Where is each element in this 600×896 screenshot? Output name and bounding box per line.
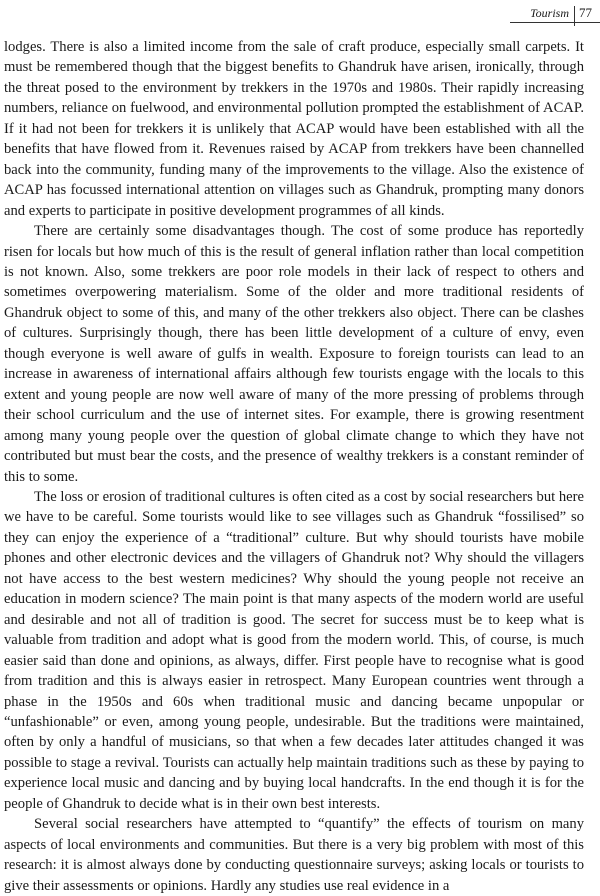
paragraph-quantify-effects: Several social researchers have attempted to “quantify” the effects of tourism on many aspects of local environments and communities. But there is a very big problem with most of this research: it is almost always done by conducting questionnaire surveys; asking locals or tourists to give their assessments or opinions. Hardly any studies use real evidence in a bbox=[4, 816, 584, 894]
running-title: Tourism bbox=[530, 5, 569, 20]
paragraph-traditional-cultures: The loss or erosion of traditional cultures is often cited as a cost by social researchers but here we have to be careful. Some tourists would like to see villages such as Ghandruk “fossilised” so they can enjoy the experience of a “traditional” culture. But why should tourists have mobile phones and other electronic devices and the villagers of Ghandruk not? Why should the villagers not have access to the best western medicines? Why should the young people not receive an education in modern science? The main point is that many aspects of the modern world are useful and desirable and not all of tradition is good. The secret for success must be to keep what is valuable from tradition and adopt what is good from the modern world. This, of course, is much easier said than done and opinions, as always, differ. First people have to recognise what is good from tradition and this is always easier in retrospect. Many European countries went through a phase in the 1950s and 60s when traditional music and dancing became unpopular or “unfashionable” or even, among young people, undesirable. But the traditions were maintained, often by only a handful of musicians, so that when a few decades later attitudes changed it was possible to stage a revival. Tourists can actually help maintain traditions such as these by paying to experience local music and dancing and by buying local handcrafts. In the end though it is for the people of Ghandruk to decide what is in their own best interests. bbox=[4, 488, 584, 812]
header-rule bbox=[510, 22, 600, 23]
body-text bbox=[4, 37, 584, 896]
running-head bbox=[530, 4, 592, 22]
paragraph-continued: lodges. There is also a limited income from the sale of craft produce, especially small carpets. It must be remembered though that the biggest benefits to Ghandruk have arisen, ironically, through the threat posed to the environment by trekkers in the 1970s and 1980s. Their rapidly increasing numbers, reliance on fuelwood, and environmental pollution prompted the establishment of ACAP. If it had not been for trekkers it is unlikely that ACAP would have been established with all the benefits that have flowed from it. Revenues raised by ACAP from trekkers have been channelled back into the community, funding many of the improvements to the village. Also the existence of ACAP has focussed international attention on villages such as Ghandruk, prompting many donors and experts to participate in positive development programmes of all kinds. bbox=[4, 39, 584, 219]
page-number: 77 bbox=[579, 5, 592, 20]
paragraph-disadvantages: There are certainly some disadvantages though. The cost of some produce has reportedly risen for locals but how much of this is the result of general inflation rather than local competition is not known. Also, some trekkers are poor role models in their lack of respect to others and sometimes overpowering materialism. Some of the older and more traditional residents of Ghandruk object to some of this, and many of the other trekkers also object. There can be clashes of cultures. Surprisingly though, there has been little development of a culture of envy, even though everyone is well aware of gulfs in wealth. Exposure to foreign tourists can lead to an increase in awareness of international affairs although few tourists engage with the locals to this extent and young people are now well aware of many of the more pressing of problems through their school curriculum and the use of internet sites. For example, there is growing resentment among many young people over the question of global climate change to which they have not contributed but must bear the costs, and the presence of wealthy trekkers is a constant reminder of this to some. bbox=[4, 223, 584, 485]
